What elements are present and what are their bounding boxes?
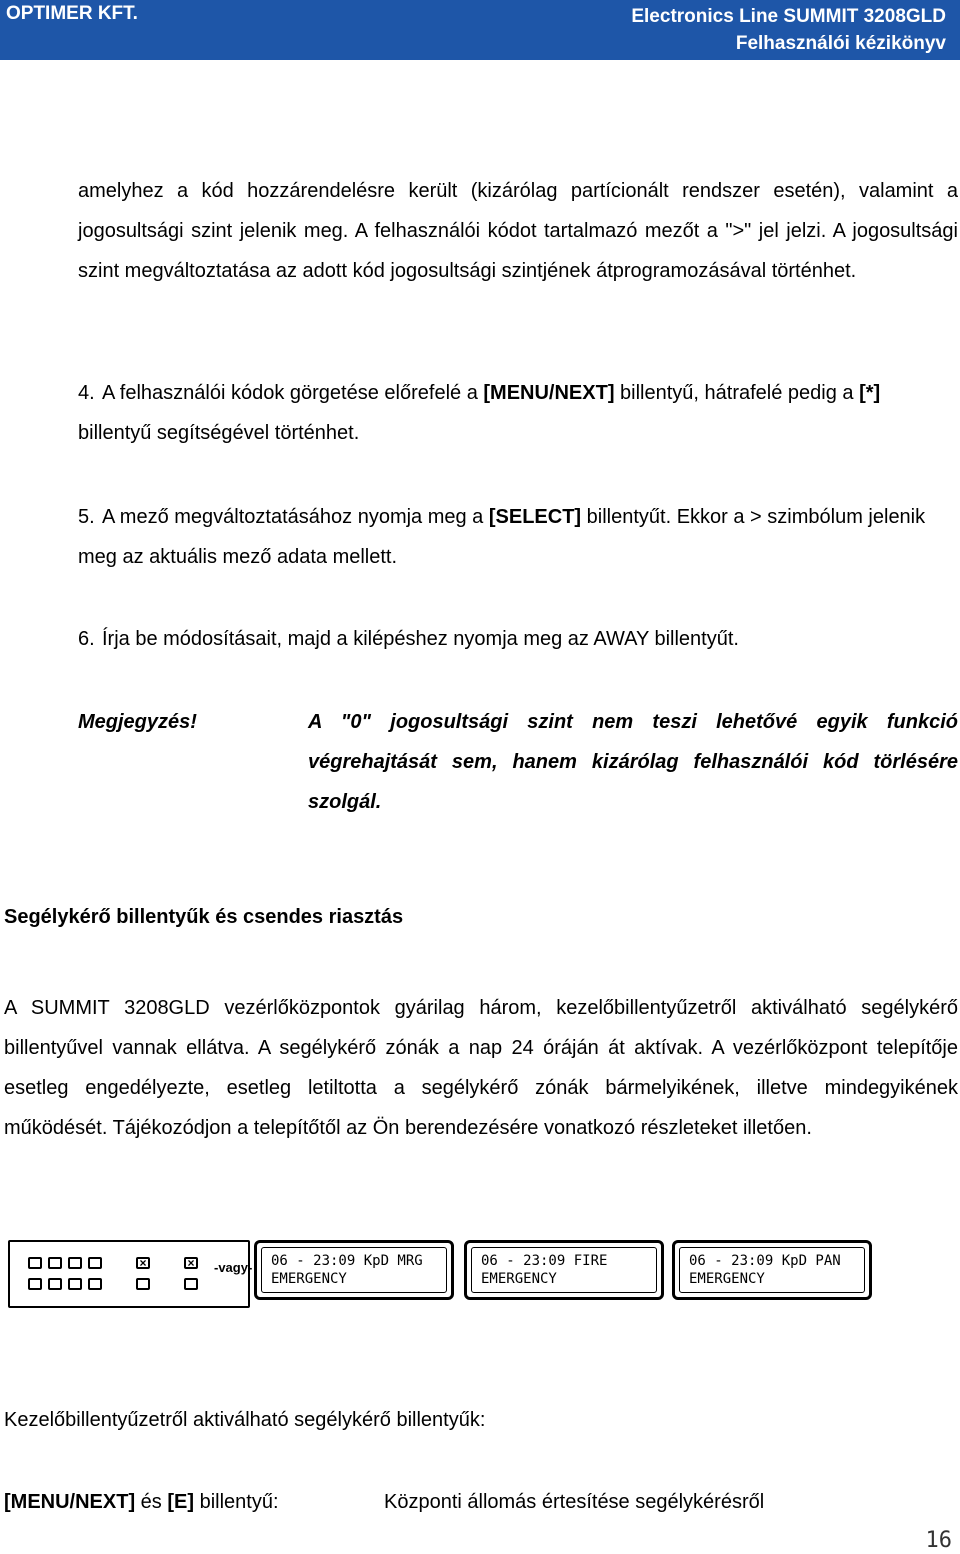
- page-header: [0, 0, 960, 60]
- led-indicator: [48, 1278, 62, 1290]
- step-4-text-3: billentyű segítségével történhet.: [78, 422, 360, 444]
- led-indicator: [88, 1278, 102, 1290]
- section-heading: Segélykérő billentyűk és csendes riasztás: [4, 906, 404, 928]
- key-entry-conj: és: [135, 1491, 168, 1513]
- key-entry-keys: [4, 1482, 279, 1522]
- keys-heading: Kezelőbillentyűzetről aktiválható segélykérő billentyűk:: [4, 1409, 486, 1431]
- key-entry-suffix: billentyű:: [194, 1491, 279, 1513]
- led-indicator: [28, 1278, 42, 1290]
- step-4-number: 4.: [78, 382, 95, 404]
- led-indicator: [88, 1257, 102, 1269]
- step-5-number: 5.: [78, 506, 95, 528]
- keypad-display-figure: [8, 1240, 876, 1308]
- lcd-line-2: EMERGENCY: [481, 1271, 557, 1287]
- company-name: OPTIMER KFT.: [6, 3, 138, 24]
- product-name: Electronics Line SUMMIT 3208GLD: [631, 6, 946, 27]
- key-select: [SELECT]: [488, 506, 582, 528]
- header-titles: [631, 3, 946, 57]
- key-menu-next-ref: [MENU/NEXT]: [4, 1491, 136, 1513]
- manual-name: Felhasználói kézikönyv: [735, 33, 946, 54]
- step-4-text-1: A felhasználói kódok görgetése előrefelé a: [102, 382, 484, 404]
- step-4-text: [78, 373, 958, 453]
- led-indicator: [28, 1257, 42, 1269]
- led-indicator: [68, 1278, 82, 1290]
- lcd-line-2: EMERGENCY: [271, 1271, 347, 1287]
- key-menu-next: [MENU/NEXT]: [483, 382, 615, 404]
- page-number: 16: [925, 1528, 952, 1553]
- section-paragraph: A SUMMIT 3208GLD vezérlőközpontok gyárilag három, kezelőbillentyűzetről aktiválható segélykérő billentyűvel vannak ellátva. A segélykérő zónák a nap 24 óráján át aktívak. A vezérlőközpont telepítője esetleg engedélyezte, esetleg letiltotta a segélykérő zónák bármelyikének, illetve mindegyikének működését. Tájékozódjon a telepítőtől az Ön berendezésére vonatkozó részleteket illetően.: [4, 997, 958, 1139]
- led-indicator-lit: [184, 1257, 198, 1269]
- led-indicator: [136, 1278, 150, 1290]
- lcd-line-2: EMERGENCY: [689, 1271, 765, 1287]
- led-row-bottom: [28, 1278, 204, 1290]
- led-indicator-lit: [136, 1257, 150, 1269]
- step-6-number: 6.: [78, 628, 95, 650]
- step-5-text-1: A mező megváltoztatásához nyomja meg a: [102, 506, 489, 528]
- lcd-display-pan: [672, 1240, 872, 1300]
- lcd-display-mrg: [254, 1240, 454, 1300]
- led-row-top: [28, 1257, 204, 1269]
- step-5-text-2: billentyűt. Ekkor a > szimbólum jelenik meg az aktuális mező adata mellett.: [78, 506, 926, 568]
- note-label: Megjegyzés!: [78, 711, 197, 733]
- intro-paragraph: amelyhez a kód hozzárendelésre került (kizárólag partícionált rendszer esetén), valamint a jogosultsági szint jelenik meg. A felhasználói kódot tartalmazó mezőt a ">" jel jelzi. A jogosultsági szint megváltoztatása az adott kód jogosultsági szintjének átprogramozásával történhet.: [78, 180, 958, 282]
- key-entry-description: Központi állomás értesítése segélykérésről: [384, 1491, 765, 1513]
- step-5-text: [78, 497, 958, 577]
- note-text: A "0" jogosultsági szint nem teszi lehetővé egyik funkció végrehajtását sem, hanem kizárólag felhasználói kód törlésére szolgál.: [308, 711, 958, 813]
- lcd-line-1: 06 - 23:09 FIRE: [481, 1253, 608, 1269]
- or-label: -vagy-: [214, 1260, 253, 1275]
- lcd-line-1: 06 - 23:09 KpD MRG: [271, 1253, 423, 1269]
- step-6-text: Írja be módosításait, majd a kilépéshez nyomja meg az AWAY billentyűt.: [102, 628, 739, 650]
- step-4-text-2: billentyű, hátrafelé pedig a: [614, 382, 860, 404]
- led-indicator: [48, 1257, 62, 1269]
- lcd-line-1: 06 - 23:09 KpD PAN: [689, 1253, 841, 1269]
- led-indicator: [68, 1257, 82, 1269]
- led-indicator: [184, 1278, 198, 1290]
- lcd-display-fire: [464, 1240, 664, 1300]
- key-e-ref: [E]: [167, 1491, 195, 1513]
- key-star: [*]: [859, 382, 881, 404]
